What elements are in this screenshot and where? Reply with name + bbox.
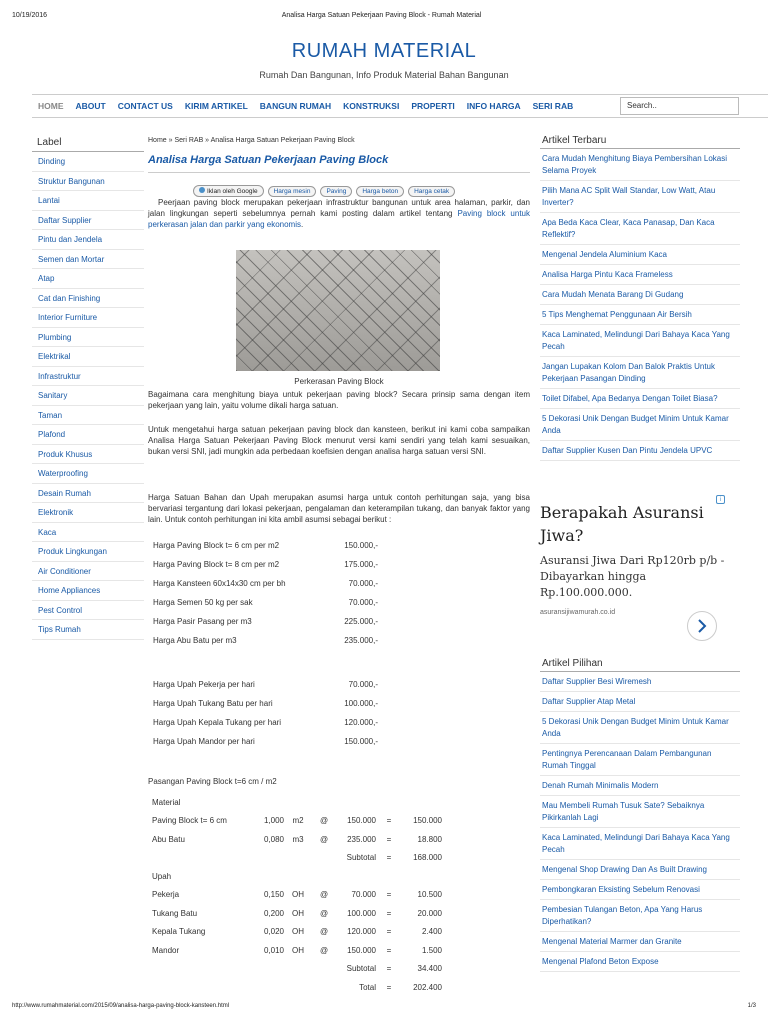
- calc-sum-label: Subtotal: [346, 964, 376, 974]
- calc-unit: OH: [292, 945, 304, 955]
- paragraph-1: Bagaimana cara menghitung biaya untuk pekerjaan paving block? Secara prinsip sama dengan item pekerjaan yang lain, yaitu volume dikali harga satuan.: [148, 390, 530, 410]
- pilihan-item[interactable]: Denah Rumah Minimalis Modern: [540, 776, 740, 796]
- calc-name: Abu Batu: [152, 834, 185, 844]
- price-item: Harga Kansteen 60x14x30 cm per bh: [153, 579, 286, 588]
- calc-row: [152, 830, 442, 849]
- label-item[interactable]: Daftar Supplier: [32, 211, 144, 231]
- calc-total: 1.500: [421, 945, 442, 955]
- pilihan-title: Artikel Pilihan: [540, 658, 740, 672]
- label-item[interactable]: Elektronik: [32, 503, 144, 523]
- blank: [252, 849, 284, 868]
- calc-eq: =: [386, 945, 392, 955]
- terbaru-item[interactable]: Daftar Supplier Kusen Dan Pintu Jendela UPVC: [540, 441, 740, 461]
- calc-title: Pasangan Paving Block t=6 cm / m2: [148, 777, 277, 786]
- price-row: [153, 717, 378, 736]
- pilihan-item[interactable]: Daftar Supplier Besi Wiremesh: [540, 672, 740, 692]
- label-item[interactable]: Semen dan Mortar: [32, 250, 144, 270]
- calc-coef: 0,010: [263, 945, 284, 955]
- ad-info-icon: [199, 187, 205, 193]
- blank: [252, 978, 284, 997]
- price-value: 70.000,-: [348, 680, 378, 689]
- price-value: 100.000,-: [344, 699, 378, 708]
- calc-coef: 0,200: [263, 908, 284, 918]
- price-row: [153, 559, 378, 578]
- label-item[interactable]: Dinding: [32, 152, 144, 172]
- site-title[interactable]: RUMAH MATERIAL: [291, 40, 477, 62]
- calc-eq: =: [386, 964, 392, 974]
- price-row: [153, 698, 378, 717]
- paving-block-image: [236, 250, 440, 371]
- nav-konstruksi[interactable]: KONSTRUKSI: [343, 101, 400, 111]
- breadcrumb[interactable]: Home » Seri RAB » Analisa Harga Satuan Pekerjaan Paving Block: [148, 137, 355, 144]
- nav-seri-rab[interactable]: SERI RAB: [532, 101, 574, 111]
- pilihan-item[interactable]: Kaca Laminated, Melindungi Dari Bahaya Kaca Yang Pecah: [540, 828, 740, 860]
- terbaru-item[interactable]: Analisa Harga Pintu Kaca Frameless: [540, 265, 740, 285]
- ad-info-icon[interactable]: i: [716, 495, 725, 504]
- pilihan-item[interactable]: Pentingnya Perencanaan Dalam Pembangunan Rumah Tinggal: [540, 744, 740, 776]
- price-value: 225.000,-: [344, 617, 378, 626]
- label-item[interactable]: Elektrikal: [32, 347, 144, 367]
- blank: [312, 978, 336, 997]
- pilihan-list: [540, 672, 740, 972]
- calc-eq: =: [386, 908, 392, 918]
- calc-section: Material: [152, 797, 181, 807]
- calc-sum-value: 168.000: [413, 853, 442, 863]
- ad-subtext: Asuransi Jiwa Dari Rp120rb p/b - Dibayarkan hingga Rp.100.000.000.: [540, 554, 725, 599]
- print-title: Analisa Harga Satuan Pekerjaan Paving Block - Rumah Material: [281, 12, 482, 19]
- label-item[interactable]: Home Appliances: [32, 581, 144, 601]
- pilihan-item[interactable]: Pembongkaran Eksisting Sebelum Renovasi: [540, 880, 740, 900]
- print-url: http://www.rumahmaterial.com/2015/09/analisa-harga-paving-block-kansteen.html: [12, 1003, 230, 1009]
- calc-at: @: [319, 945, 329, 955]
- pilihan-item[interactable]: Mengenal Shop Drawing Dan As Built Drawing: [540, 860, 740, 880]
- label-item[interactable]: Pest Control: [32, 601, 144, 621]
- label-title: Label: [32, 135, 144, 152]
- pilihan-item[interactable]: Mengenal Plafond Beton Expose: [540, 952, 740, 972]
- label-sidebar: [32, 135, 144, 640]
- calc-total: 10.500: [417, 890, 442, 900]
- print-date: 10/19/2016: [12, 12, 48, 19]
- pilihan-item[interactable]: Mau Membeli Rumah Tusuk Sate? Sebaiknya Pikirkanlah Lagi: [540, 796, 740, 828]
- calc-eq: =: [386, 982, 392, 992]
- calc-unit: OH: [292, 908, 304, 918]
- price-value: 150.000,-: [344, 737, 378, 746]
- price-value: 120.000,-: [344, 718, 378, 727]
- calc-eq: =: [386, 816, 392, 826]
- calc-at: @: [319, 908, 329, 918]
- blank: [284, 960, 312, 979]
- label-item[interactable]: Desain Rumah: [32, 484, 144, 504]
- calc-coef: 0,020: [263, 927, 284, 937]
- calc-row: [152, 941, 442, 960]
- calc-name: Mandor: [152, 945, 180, 955]
- ad-asuransi[interactable]: [540, 495, 729, 645]
- label-item[interactable]: Waterproofing: [32, 464, 144, 484]
- label-item[interactable]: Atap: [32, 269, 144, 289]
- calc-row: [152, 886, 442, 905]
- calc-total: 150.000: [413, 816, 442, 826]
- intro-link[interactable]: Paving block untuk perkerasan jalan dan parkir yang ekonomis: [148, 209, 530, 229]
- wage-table: [153, 679, 378, 755]
- calc-price: 150.000: [347, 816, 376, 826]
- calc-price: 150.000: [347, 945, 376, 955]
- blank: [312, 960, 336, 979]
- calc-name: Pekerja: [152, 890, 180, 900]
- price-item: Harga Abu Batu per m3: [153, 636, 237, 645]
- price-item: Harga Pasir Pasang per m3: [153, 617, 252, 626]
- pilihan-item[interactable]: Pembesian Tulangan Beton, Apa Yang Harus Diperhatikan?: [540, 900, 740, 932]
- pilihan-item[interactable]: 5 Dekorasi Unik Dengan Budget Minim Untuk Kamar Anda: [540, 712, 740, 744]
- ads-by-google[interactable]: Iklan oleh Google: [193, 185, 264, 197]
- label-item[interactable]: Plafond: [32, 425, 144, 445]
- terbaru-list: [540, 149, 740, 461]
- calc-section: Upah: [152, 871, 172, 881]
- calc-price: 120.000: [347, 927, 376, 937]
- blank: [284, 978, 312, 997]
- price-row: [153, 635, 378, 654]
- calc-row: [152, 904, 442, 923]
- paragraph-3: Harga Satuan Bahan dan Upah merupakan asumsi harga untuk contoh perhitungan saja, yang bisa bervariasi tergantung dari lokasi pekerjaan, pengalaman dan keterampilan tukang, dan banyak faktor yang lain. Untuk contoh perhitungan ini kita ambil asumsi sebagai berikut :: [148, 493, 530, 524]
- calc-unit: OH: [292, 890, 304, 900]
- calc-name: Tukang Batu: [152, 908, 198, 918]
- pilihan-item[interactable]: Mengenal Material Marmer dan Granite: [540, 932, 740, 952]
- calc-eq: =: [386, 927, 392, 937]
- pilihan-item[interactable]: Daftar Supplier Atap Metal: [540, 692, 740, 712]
- calc-sum-value: 34.400: [417, 964, 442, 974]
- label-item[interactable]: Plumbing: [32, 328, 144, 348]
- terbaru-item[interactable]: Mengenal Jendela Aluminium Kaca: [540, 245, 740, 265]
- terbaru-item[interactable]: Toilet Difabel, Apa Bedanya Dengan Toilet Biasa?: [540, 389, 740, 409]
- search-input[interactable]: Search..: [620, 97, 739, 115]
- tag-harga-cetak[interactable]: Harga cetak: [408, 186, 455, 197]
- calc-coef: 1,000: [263, 816, 284, 826]
- terbaru-item[interactable]: Apa Beda Kaca Clear, Kaca Panasap, Dan Kaca Reflektif?: [540, 213, 740, 245]
- calc-price: 70.000: [351, 890, 376, 900]
- calc-sum-label: Subtotal: [346, 853, 376, 863]
- calc-sum-label: Total: [359, 982, 376, 992]
- nav-kirim-artikel[interactable]: KIRIM ARTIKEL: [184, 101, 248, 111]
- sidebar-pilihan: [540, 658, 740, 972]
- calc-section-row: [152, 867, 442, 886]
- nav-properti[interactable]: PROPERTI: [411, 101, 455, 111]
- calc-total: 18.800: [417, 834, 442, 844]
- price-item: Harga Upah Pekerja per hari: [153, 680, 255, 689]
- print-header: [12, 12, 756, 19]
- tag-harga-mesin[interactable]: Harga mesin: [268, 186, 317, 197]
- price-row: [153, 597, 378, 616]
- chevron-right-icon[interactable]: [687, 611, 717, 641]
- ad-url[interactable]: asuransijiwamurah.co.id: [540, 609, 616, 616]
- label-item[interactable]: Struktur Bangunan: [32, 172, 144, 192]
- article: [148, 137, 530, 992]
- paragraph-2: Untuk mengetahui harga satuan pekerjaan paving block dan kansteen, berikut ini kami coba sampaikan Analisa Harga Satuan Pekerjaan Paving Block menurut versi kami sendiri yang telah kami sesuaikan, bukan versi SNI, jadi mungkin ada perbedaan koefisien dengan analisa harga satuan versi SNI.: [148, 425, 530, 456]
- label-item[interactable]: Tips Rumah: [32, 620, 144, 640]
- nav-about[interactable]: ABOUT: [75, 101, 106, 111]
- label-item[interactable]: Pintu dan Jendela: [32, 230, 144, 250]
- calc-price: 100.000: [347, 908, 376, 918]
- calc-row: [152, 923, 442, 942]
- blank: [152, 960, 252, 979]
- label-item[interactable]: Kaca: [32, 523, 144, 543]
- price-item: Harga Upah Mandor per hari: [153, 737, 255, 746]
- print-footer: [12, 1003, 756, 1009]
- blank: [152, 978, 252, 997]
- post-title[interactable]: Analisa Harga Satuan Pekerjaan Paving Block: [148, 154, 530, 173]
- print-page: 1/3: [747, 1003, 756, 1009]
- label-item[interactable]: Air Conditioner: [32, 562, 144, 582]
- label-list: [32, 152, 144, 640]
- label-item[interactable]: Sanitary: [32, 386, 144, 406]
- calc-at: @: [319, 927, 329, 937]
- price-value: 175.000,-: [344, 560, 378, 569]
- nav-contact-us[interactable]: CONTACT US: [117, 101, 173, 111]
- calc-summary-row: [152, 978, 442, 997]
- price-row: [153, 578, 378, 597]
- terbaru-item[interactable]: Pilih Mana AC Split Wall Standar, Low Watt, Atau Inverter?: [540, 181, 740, 213]
- label-item[interactable]: Produk Khusus: [32, 445, 144, 465]
- blank: [312, 849, 336, 868]
- calc-section-row: [152, 793, 442, 812]
- price-value: 235.000,-: [344, 636, 378, 645]
- blank: [284, 849, 312, 868]
- site-description: Rumah Dan Bangunan, Info Produk Material Bahan Bangunan: [259, 70, 509, 80]
- price-item: Harga Upah Kepala Tukang per hari: [153, 718, 282, 727]
- intro-paragraph: Peerjaan paving block merupakan pekerjaan infrastruktur bangunan untuk area halaman, parkir, dan jalan lingkungan seperti sebelumnya pernah kami posting dalam artikel tentang Paving block untuk perkerasan jalan dan parkir yang ekonomis.: [148, 198, 530, 229]
- price-row: [153, 540, 378, 559]
- calc-at: @: [319, 834, 329, 844]
- price-row: [153, 616, 378, 635]
- calc-summary-row: [152, 849, 442, 868]
- price-value: 70.000,-: [348, 579, 378, 588]
- blank: [152, 849, 252, 868]
- calc-eq: =: [386, 834, 392, 844]
- calc-name: Kepala Tukang: [152, 927, 206, 937]
- calc-sum-value: 202.400: [413, 982, 442, 992]
- price-item: Harga Semen 50 kg per sak: [153, 598, 253, 607]
- calc-row: [152, 812, 442, 831]
- calc-name: Paving Block t= 6 cm: [152, 816, 227, 826]
- calc-at: @: [319, 890, 329, 900]
- nav-home[interactable]: HOME: [38, 101, 64, 111]
- price-item: Harga Paving Block t= 6 cm per m2: [153, 541, 280, 550]
- terbaru-item[interactable]: Kaca Laminated, Melindungi Dari Bahaya Kaca Yang Pecah: [540, 325, 740, 357]
- tag-paving[interactable]: Paving: [320, 186, 352, 197]
- terbaru-item[interactable]: Cara Mudah Menata Barang Di Gudang: [540, 285, 740, 305]
- calc-summary-row: [152, 960, 442, 979]
- calc-eq: =: [386, 853, 392, 863]
- calc-eq: =: [386, 890, 392, 900]
- nav-bangun-rumah[interactable]: BANGUN RUMAH: [259, 101, 332, 111]
- tag-harga-beton[interactable]: Harga beton: [356, 186, 404, 197]
- label-item[interactable]: Taman: [32, 406, 144, 426]
- calc-total: 20.000: [417, 908, 442, 918]
- calc-unit: m2: [292, 816, 304, 826]
- price-item: Harga Paving Block t= 8 cm per m2: [153, 560, 280, 569]
- terbaru-item[interactable]: Cara Mudah Menghitung Biaya Pembersihan Lokasi Selama Proyek: [540, 149, 740, 181]
- ad-tags: [193, 185, 530, 197]
- nav-info-harga[interactable]: INFO HARGA: [466, 101, 521, 111]
- sidebar-terbaru: [540, 135, 740, 461]
- label-item[interactable]: Produk Lingkungan: [32, 542, 144, 562]
- label-item[interactable]: Cat dan Finishing: [32, 289, 144, 309]
- price-table: [153, 540, 378, 654]
- calc-at: @: [319, 816, 329, 826]
- terbaru-item[interactable]: 5 Dekorasi Unik Dengan Budget Minim Untuk Kamar Anda: [540, 409, 740, 441]
- image-caption: Perkerasan Paving Block: [294, 377, 384, 386]
- terbaru-item[interactable]: Jangan Lupakan Kolom Dan Balok Praktis Untuk Pekerjaan Pasangan Dinding: [540, 357, 740, 389]
- price-row: [153, 736, 378, 755]
- terbaru-item[interactable]: 5 Tips Menghemat Penggunaan Air Bersih: [540, 305, 740, 325]
- calc-total: 2.400: [421, 927, 442, 937]
- price-value: 70.000,-: [348, 598, 378, 607]
- calc-price: 235.000: [347, 834, 376, 844]
- label-item[interactable]: Infrastruktur: [32, 367, 144, 387]
- calc-coef: 0,080: [263, 834, 284, 844]
- calc-table: [152, 793, 442, 997]
- terbaru-title: Artikel Terbaru: [540, 135, 740, 149]
- label-item[interactable]: Interior Furniture: [32, 308, 144, 328]
- price-value: 150.000,-: [344, 541, 378, 550]
- label-item[interactable]: Lantai: [32, 191, 144, 211]
- ad-headline[interactable]: Berapakah Asuransi Jiwa?: [540, 503, 704, 545]
- price-row: [153, 679, 378, 698]
- calc-unit: OH: [292, 927, 304, 937]
- calc-coef: 0,150: [263, 890, 284, 900]
- blank: [252, 960, 284, 979]
- calc-unit: m3: [292, 834, 304, 844]
- price-item: Harga Upah Tukang Batu per hari: [153, 699, 273, 708]
